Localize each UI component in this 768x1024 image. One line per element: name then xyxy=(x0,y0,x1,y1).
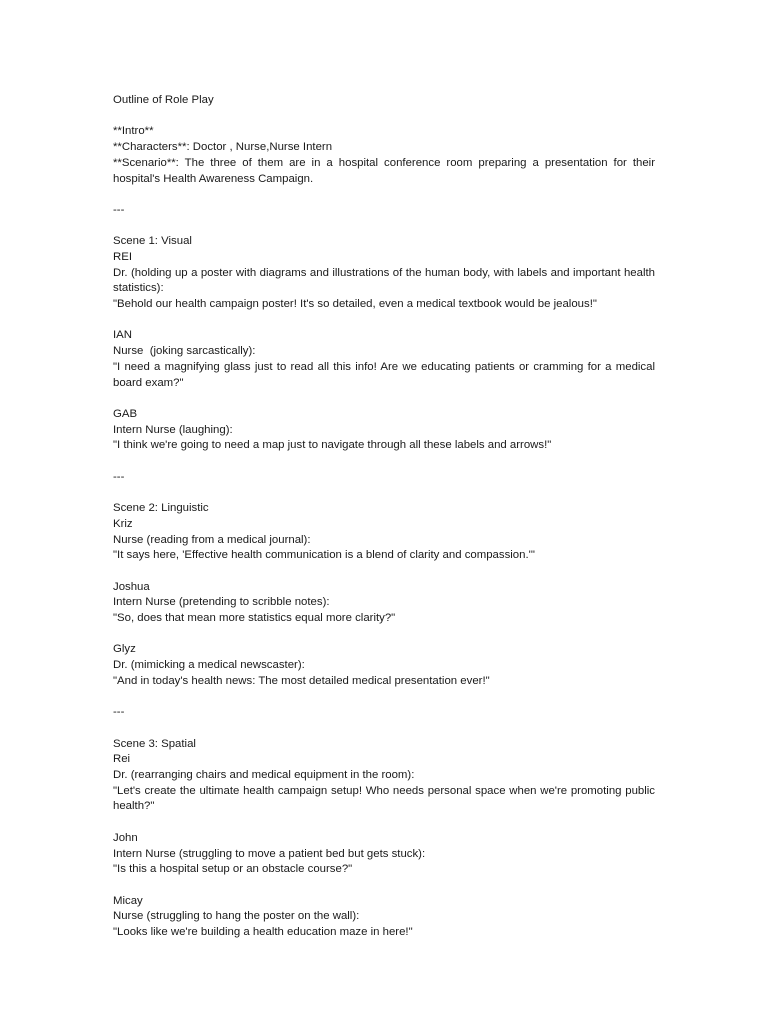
stage-direction: Intern Nurse (struggling to move a patient bed but gets stuck): xyxy=(113,847,426,860)
blank-line xyxy=(113,454,655,470)
dialogue-line: "Is this a hospital setup or an obstacle course?" xyxy=(113,863,353,876)
dialogue-line: "Looks like we're building a health education maze in here!" xyxy=(113,926,413,939)
dialogue-line: "I need a magnifying glass just to read all this info! Are we educating patients or cramming for a medical board exam?" xyxy=(113,360,659,389)
blank-line xyxy=(113,815,655,831)
speaker-name: Glyz xyxy=(113,643,136,656)
blank-line xyxy=(113,564,655,580)
intro-heading: **Intro** xyxy=(113,125,154,138)
section-separator: --- xyxy=(113,203,125,216)
stage-direction: Dr. (rearranging chairs and medical equipment in the room): xyxy=(113,769,415,782)
scene-title: Scene 1: Visual xyxy=(113,235,192,248)
intro-characters: **Characters**: Doctor , Nurse,Nurse Intern xyxy=(113,141,333,154)
scene-title: Scene 2: Linguistic xyxy=(113,502,209,515)
speaker-name: Micay xyxy=(113,894,143,907)
dialogue-line: "Let's create the ultimate health campaign setup! Who needs personal space when we're promoting public health?" xyxy=(113,784,659,813)
speaker-name: John xyxy=(113,831,138,844)
blank-line xyxy=(113,187,655,203)
blank-line xyxy=(113,313,655,329)
blank-line xyxy=(113,627,655,643)
stage-direction: Nurse (joking sarcastically): xyxy=(113,345,256,358)
stage-direction: Nurse (struggling to hang the poster on the wall): xyxy=(113,910,360,923)
blank-line xyxy=(113,690,655,706)
blank-line xyxy=(113,219,655,235)
document-title: Outline of Role Play xyxy=(113,94,214,106)
speaker-name: Rei xyxy=(113,753,131,766)
speaker-name: IAN xyxy=(113,329,132,342)
speaker-name: GAB xyxy=(113,407,138,420)
blank-line xyxy=(113,391,655,407)
dialogue-line: "I think we're going to need a map just to navigate through all these labels and arrows!" xyxy=(113,439,552,452)
dialogue-line: "And in today's health news: The most detailed medical presentation ever!" xyxy=(113,674,490,687)
speaker-name: Kriz xyxy=(113,517,133,530)
section-separator: --- xyxy=(113,706,125,719)
dialogue-line: "So, does that mean more statistics equal more clarity?" xyxy=(113,612,396,625)
blank-line xyxy=(113,109,655,125)
blank-line xyxy=(113,878,655,894)
scene-title: Scene 3: Spatial xyxy=(113,737,196,750)
speaker-name: REI xyxy=(113,250,132,263)
intro-scenario: **Scenario**: The three of them are in a hospital conference room preparing a presentation for their hospital's Health Awareness Campaign. xyxy=(113,156,659,185)
dialogue-line: "It says here, 'Effective health communication is a blend of clarity and compassion.'" xyxy=(113,549,535,562)
dialogue-line: "Behold our health campaign poster! It's so detailed, even a medical textbook would be jealous!" xyxy=(113,298,597,311)
document-body xyxy=(113,93,659,941)
stage-direction: Intern Nurse (pretending to scribble notes): xyxy=(113,596,330,609)
blank-line xyxy=(113,721,655,737)
speaker-name: Joshua xyxy=(113,580,150,593)
stage-direction: Dr. (mimicking a medical newscaster): xyxy=(113,659,305,672)
stage-direction: Intern Nurse (laughing): xyxy=(113,423,233,436)
stage-direction: Dr. (holding up a poster with diagrams and illustrations of the human body, with labels and important health statistics): xyxy=(113,266,659,295)
blank-line xyxy=(113,485,655,501)
section-separator: --- xyxy=(113,470,125,483)
stage-direction: Nurse (reading from a medical journal): xyxy=(113,533,311,546)
